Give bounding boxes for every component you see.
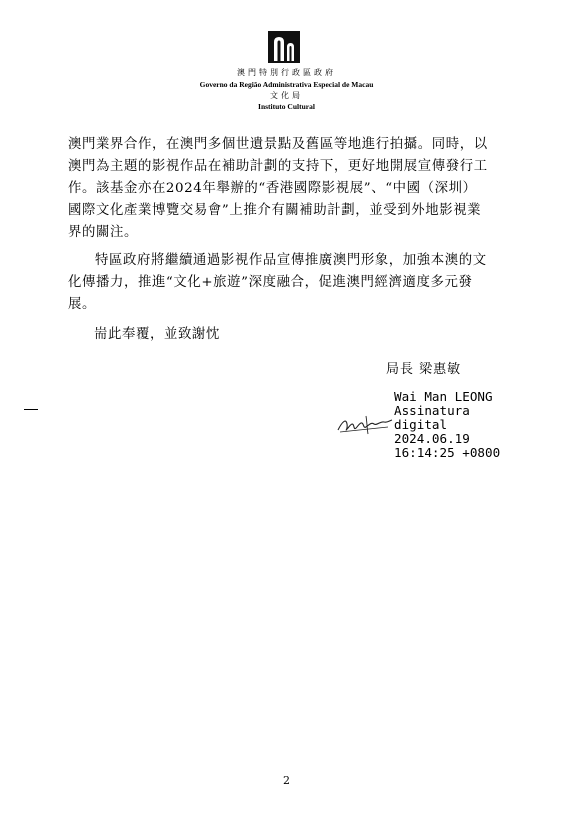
digital-signature-line: 16:14:25 +0800 <box>394 445 501 460</box>
government-name-chinese: 澳門特別行政區政府 <box>237 68 336 77</box>
department-name-portuguese: Instituto Cultural <box>258 102 315 111</box>
closing-line: 耑此奉覆，並致謝忱 <box>94 327 220 342</box>
paragraph-line: 展。 <box>68 297 96 312</box>
paragraph-2 <box>68 250 516 316</box>
margin-dash <box>24 409 38 410</box>
digital-signature-line: digital <box>394 417 448 432</box>
signer-title-name: 局長 梁惠敏 <box>386 362 462 377</box>
paragraph-line: 化傳播力，推進“文化+旅遊”深度融合，促進澳門經濟適度多元發 <box>68 275 473 290</box>
government-name-portuguese: Governo da Região Administrativa Especial de Macau <box>199 80 374 89</box>
paragraph-line: 國際文化產業博覽交易會”上推介有關補助計劃，並受到外地影視業 <box>68 203 482 218</box>
digital-signature-line: Assinatura <box>394 403 470 418</box>
handwritten-signature <box>336 412 394 438</box>
digital-signature-line: 2024.06.19 <box>394 431 470 446</box>
department-name-chinese: 文化局 <box>270 91 303 100</box>
paragraph-1 <box>68 134 516 244</box>
paragraph-line: 界的關注。 <box>68 225 138 240</box>
digital-signature-block <box>394 390 500 460</box>
paragraph-line: 澳門業界合作，在澳門多個世遺景點及舊區等地進行拍攝。同時，以 <box>68 137 488 152</box>
paragraph-line: 澳門為主題的影視作品在補助計劃的支持下，更好地開展宣傳發行工 <box>68 159 488 174</box>
paragraph-line: 特區政府將繼續通過影視作品宣傳推廣澳門形象，加強本澳的文 <box>95 253 487 268</box>
page-number: 2 <box>283 774 290 787</box>
paragraph-line: 作。該基金亦在2024年舉辦的“香港國際影視展”、“中國（深圳） <box>68 181 477 196</box>
digital-signature-line: Wai Man LEONG <box>394 389 493 404</box>
instituto-cultural-logo <box>268 31 300 63</box>
